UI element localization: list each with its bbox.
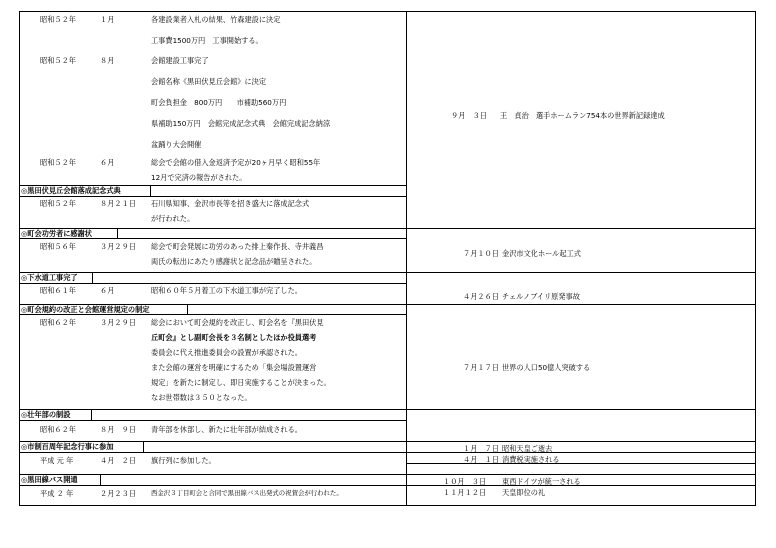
event-line: 町会負担金 800万円 市補助560万円 xyxy=(151,98,287,107)
section-header: ◎黒田伏見丘会館落成記念式典 xyxy=(21,186,121,195)
world-event: 消費税実施される xyxy=(502,455,560,464)
event-line: 規定」を新たに制定し、即日実施することが決まった。 xyxy=(151,378,331,387)
event-line: 各建設業者入札の結果、竹森建設に決定 xyxy=(151,15,281,24)
date: ２月２３日 xyxy=(100,489,136,498)
event-line: 旗行列に参加した。 xyxy=(151,456,216,465)
date: １月 xyxy=(100,15,115,24)
event-line: 12月で完済の報告がされた。 xyxy=(151,173,247,182)
date: ８月２１日 xyxy=(100,199,136,208)
date: ８月 xyxy=(100,56,115,65)
world-date: １０月 ３日 xyxy=(443,477,487,486)
world-date: ４月２６日 xyxy=(463,292,499,301)
section-header: ◎下水道工事完了 xyxy=(21,273,78,282)
era: 昭和５２年 xyxy=(40,199,76,208)
event-line: 西金沢３丁目町会と合同で黒田線バス出発式の祝賀会が行われた。 xyxy=(151,489,343,497)
event-line: 青年部を休部し、新たに壮年部が結成される。 xyxy=(151,425,302,434)
row-rule xyxy=(20,272,755,273)
era: 昭和６２年 xyxy=(40,318,76,327)
section-header: ◎壮年部の制設 xyxy=(21,410,71,419)
row-rule xyxy=(20,420,406,421)
world-event: 天皇即位の礼 xyxy=(502,488,546,497)
section-header: ◎町会規約の改正と会館運営規定の制定 xyxy=(21,305,150,314)
row-rule xyxy=(20,409,755,410)
event-line: なお世帯数は３５０となった。 xyxy=(151,393,252,402)
row-rule xyxy=(20,283,406,284)
world-event: 金沢市文化ホール起工式 xyxy=(502,249,581,258)
world-date: １月 ７日 xyxy=(463,444,499,453)
date: ３月２９日 xyxy=(100,242,136,251)
era: 昭和５６年 xyxy=(40,242,76,251)
row-rule xyxy=(20,228,755,229)
event-line: 両氏の転出にあたり感謝状と記念品が贈呈された。 xyxy=(151,257,317,266)
world-event: 東西ドイツが統一される xyxy=(502,477,581,486)
event-line: が行われた。 xyxy=(151,214,195,223)
event-line: 総会で町会発展に功労のあった排上秦作長、寺井義昌 xyxy=(151,242,324,251)
era: 昭和５２年 xyxy=(40,158,76,167)
era: 平成 元 年 xyxy=(40,456,74,465)
row-rule xyxy=(406,463,755,464)
row-rule xyxy=(20,452,755,453)
world-date: ４月 １日 xyxy=(463,455,499,464)
date: ６月 xyxy=(100,286,115,295)
era: 昭和６１年 xyxy=(40,286,76,295)
event-line: 工事費1500万円 工事開始する。 xyxy=(151,36,263,45)
event-line: 盆踊り大会開催 xyxy=(151,140,202,149)
section-header: ◎黒田線バス開通 xyxy=(21,475,78,484)
date: ８月 ９日 xyxy=(100,425,136,434)
event-line: また会館の運営を明確にするため「集会場設置運営 xyxy=(151,363,317,372)
event-line: 会館建設工事完了 xyxy=(151,56,209,65)
event-line: 総会において町会規約を改正し、町会名を『黒田伏見 xyxy=(151,318,324,327)
world-event: 世界の人口50億人突破する xyxy=(502,363,591,372)
era: 平成 ２ 年 xyxy=(40,489,74,498)
world-date: ７月１０日 xyxy=(463,249,499,258)
world-date: １１月１２日 xyxy=(443,488,487,497)
event-line: 会館名称《黒田伏見丘会館》に決定 xyxy=(151,77,267,86)
section-header: ◎町会功労者に感謝状 xyxy=(21,229,92,238)
era: 昭和６２年 xyxy=(40,425,76,434)
era: 昭和５２年 xyxy=(40,15,76,24)
event-line: 丘町会』とし副町会長を３名制としたほか役員選考 xyxy=(151,333,317,342)
row-rule xyxy=(20,196,406,197)
world-date: ７月１７日 xyxy=(463,363,499,372)
event-line: 昭和６０年５月着工の下水道工事が完了した。 xyxy=(151,286,302,295)
column-divider xyxy=(406,12,407,505)
date: ６月 xyxy=(100,158,115,167)
date: ３月２９日 xyxy=(100,318,136,327)
world-date: ９月 ３日 xyxy=(451,111,487,120)
row-rule xyxy=(20,474,755,475)
date: ４月 ２日 xyxy=(100,456,136,465)
row-rule xyxy=(20,485,406,486)
world-event: 昭和天皇ご逝去 xyxy=(502,444,553,453)
world-event: 王 貞治 選手ホームラン754本の世界新記録達成 xyxy=(500,111,665,120)
event-line: 県補助150万円 会館完成記念式典 会館完成記念納涼 xyxy=(151,119,331,128)
section-header: ◎市制百周年記念行事に参加 xyxy=(21,442,114,451)
world-event: チェルノブイリ原発事故 xyxy=(502,292,580,301)
event-line: 委員会に代え推進委員会の設置が承認された。 xyxy=(151,348,302,357)
era: 昭和５２年 xyxy=(40,56,76,65)
history-table xyxy=(19,11,756,506)
event-line: 石川県知事、金沢市長等を招き盛大に落成記念式 xyxy=(151,199,310,208)
event-line: 総会で会館の借入金返済予定が20ヶ月早く昭和55年 xyxy=(151,158,321,167)
